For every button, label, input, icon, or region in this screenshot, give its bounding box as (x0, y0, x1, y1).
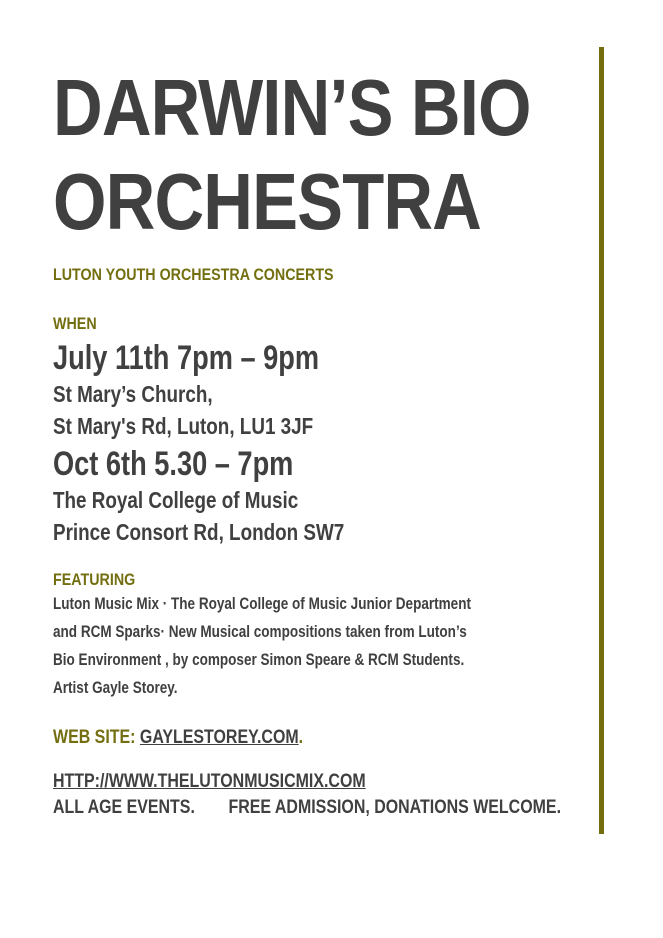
event-2-venue-line-2: Prince Consort Rd, London SW7 (53, 519, 345, 545)
event-2-venue-line-1: The Royal College of Music (53, 487, 299, 513)
music-mix-url-link[interactable]: HTTP://WWW.THELUTONMUSICMIX.COM (53, 771, 366, 792)
website-link[interactable]: GAYLESTOREY.COM (139, 727, 299, 748)
poster-title-line-1: DARWIN’S BIO (53, 63, 531, 152)
vertical-accent-rule (599, 47, 604, 834)
website-line (53, 725, 303, 751)
event-2-date: Oct 6th 5.30 – 7pm (53, 445, 294, 483)
footer-age-info: ALL AGE EVENTS. (53, 797, 195, 818)
poster-subtitle: LUTON YOUTH ORCHESTRA CONCERTS (53, 265, 334, 284)
footer-line (53, 796, 561, 820)
when-label: WHEN (53, 314, 97, 333)
featuring-line-2: and RCM Sparks· New Musical compositions taken from Luton’s (53, 623, 467, 641)
footer-admission-info: FREE ADMISSION, DONATIONS WELCOME. (228, 797, 562, 818)
music-mix-url-line (53, 770, 366, 794)
poster-title-line-2: ORCHESTRA (53, 157, 482, 246)
event-1-venue-line-1: St Mary’s Church, (53, 381, 213, 407)
featuring-line-1: Luton Music Mix · The Royal College of Music Junior Department (53, 595, 471, 613)
website-suffix: . (298, 727, 304, 748)
featuring-line-4: Artist Gayle Storey. (53, 679, 178, 697)
featuring-label: FEATURING (53, 570, 136, 589)
event-1-date: July 11th 7pm – 9pm (53, 339, 320, 377)
featuring-line-3: Bio Environment , by composer Simon Speare & RCM Students. (53, 651, 465, 669)
website-label: WEB SITE: (53, 727, 140, 748)
event-1-venue-line-2: St Mary's Rd, Luton, LU1 3JF (53, 413, 314, 439)
